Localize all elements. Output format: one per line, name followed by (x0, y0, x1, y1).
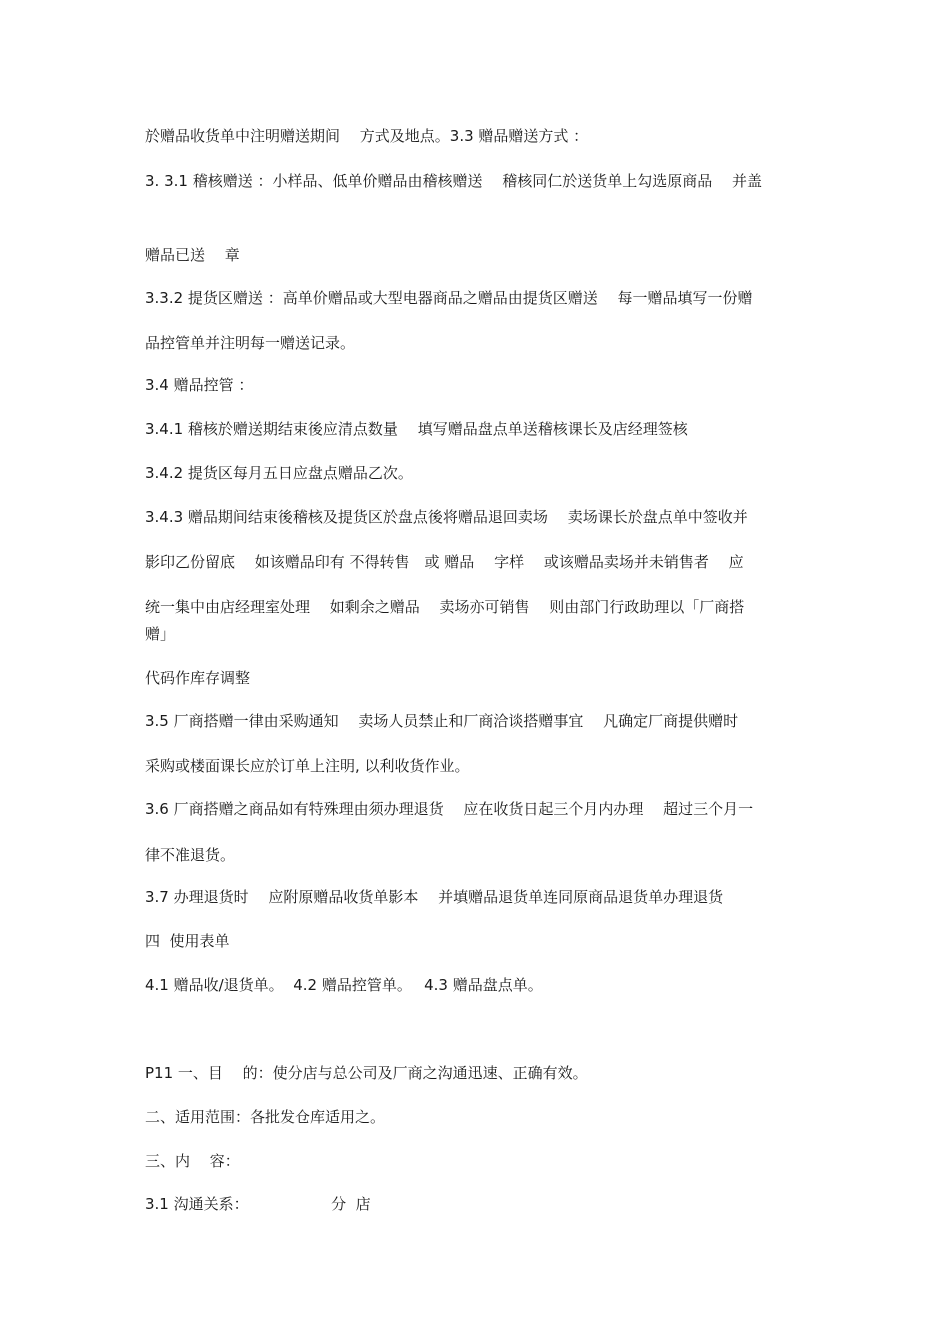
text-line: 3.4.2 提货区每月五日应盘点赠品乙次。 (145, 464, 413, 482)
text-line: 3.1 沟通关系： 分 店 (145, 1195, 371, 1213)
text-line: 3.5 厂商搭赠一律由采购通知 卖场人员禁止和厂商洽谈搭赠事宜 凡确定厂商提供赠时 (145, 712, 739, 730)
text-line: 律不准退货。 (145, 846, 236, 864)
text-line: 3. 3.1 稽核赠送 ：小样品、低单价赠品由稽核赠送 稽核同仁於送货单上勾选原商品 并盖 (145, 172, 763, 190)
text-line: 赠」 (145, 625, 176, 643)
text-line: 统一集中由店经理室处理 如剩余之赠品 卖场亦可销售 则由部门行政助理以「厂商搭 (145, 598, 745, 616)
text-line: 采购或楼面课长应於订单上注明, 以利收货作业。 (145, 757, 470, 775)
text-line: 於赠品收货单中注明赠送期间 方式及地点。3.3 赠品赠送方式 ： (145, 127, 589, 145)
text-line: 3.7 办理退货时 应附原赠品收货单影本 并填赠品退货单连同原商品退货单办理退货 (145, 888, 724, 906)
text-line: 影印乙份留底 如该赠品印有 不得转售 或 赠品 字样 或该赠品卖场并未销售者 应 (145, 553, 744, 571)
text-line: 3.4.1 稽核於赠送期结束後应清点数量 填写赠品盘点单送稽核课长及店经理签核 (145, 420, 688, 438)
text-line: 3.4.3 赠品期间结束後稽核及提货区於盘点後将赠品退回卖场 卖场课长於盘点单中签收并 (145, 508, 748, 526)
text-line: 代码作库存调整 (145, 669, 251, 687)
text-line: 3.4 赠品控管 ： (145, 376, 254, 394)
text-line: P11 一、目 的：使分店与总公司及厂商之沟通迅速、正确有效。 (145, 1064, 588, 1082)
text-line: 3.3.2 提货区赠送 ：高单价赠品或大型电器商品之赠品由提货区赠送 每一赠品填写一份赠 (145, 289, 753, 307)
section-heading: 四 使用表单 (145, 932, 230, 950)
text-line: 3.6 厂商搭赠之商品如有特殊理由须办理退货 应在收货日起三个月内办理 超过三个月一 (145, 800, 754, 818)
text-line: 二、适用范围：各批发仓库适用之。 (145, 1108, 386, 1126)
text-line: 4.1 赠品收/退货单。 4.2 赠品控管单。 4.3 赠品盘点单。 (145, 976, 543, 994)
text-line: 三、内 容： (145, 1152, 240, 1170)
text-line: 赠品已送 章 (145, 246, 240, 264)
text-line: 品控管单并注明每一赠送记录。 (145, 334, 356, 352)
